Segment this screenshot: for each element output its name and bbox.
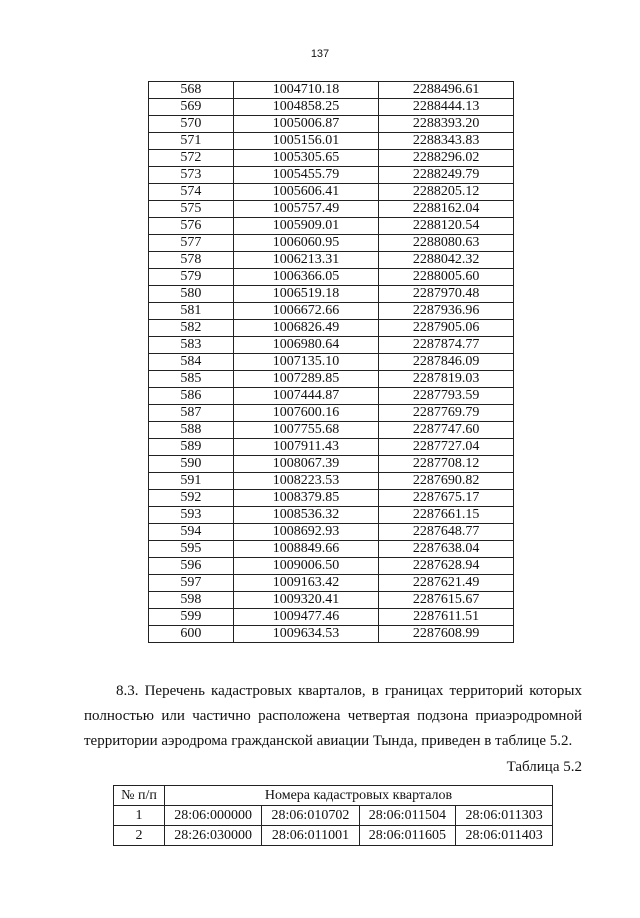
point-number-cell: 570	[149, 116, 234, 133]
paragraph-8-3: 8.3. Перечень кадастровых кварталов, в границах территорий которых полностью или частично расположена четвертая подзона приаэродромной территории аэродрома гражданской авиации Тында, приведен в таблице 5.2.	[84, 683, 582, 749]
x-coordinate-cell: 1006672.66	[233, 303, 379, 320]
point-number-cell: 594	[149, 524, 234, 541]
x-coordinate-cell: 1005156.01	[233, 133, 379, 150]
x-coordinate-cell: 1007600.16	[233, 405, 379, 422]
table-row	[149, 626, 514, 643]
point-number-cell: 600	[149, 626, 234, 643]
point-number-cell: 591	[149, 473, 234, 490]
x-coordinate-cell: 1008536.32	[233, 507, 379, 524]
y-coordinate-cell: 2287846.09	[379, 354, 514, 371]
y-coordinate-cell: 2288005.60	[379, 269, 514, 286]
point-number-cell: 598	[149, 592, 234, 609]
point-number-cell: 586	[149, 388, 234, 405]
point-number-cell: 599	[149, 609, 234, 626]
cadastral-quarter-cell: 28:06:011001	[262, 826, 359, 846]
table-row	[149, 167, 514, 184]
x-coordinate-cell: 1008223.53	[233, 473, 379, 490]
quarters-header-row	[114, 786, 553, 806]
y-coordinate-cell: 2288080.63	[379, 235, 514, 252]
table-row	[149, 201, 514, 218]
y-coordinate-cell: 2287628.94	[379, 558, 514, 575]
x-coordinate-cell: 1007911.43	[233, 439, 379, 456]
table-row	[149, 592, 514, 609]
table-row	[149, 303, 514, 320]
x-coordinate-cell: 1009634.53	[233, 626, 379, 643]
point-number-cell: 587	[149, 405, 234, 422]
page-number: 137	[310, 48, 330, 60]
point-number-cell: 584	[149, 354, 234, 371]
x-coordinate-cell: 1006826.49	[233, 320, 379, 337]
y-coordinate-cell: 2287874.77	[379, 337, 514, 354]
y-coordinate-cell: 2288162.04	[379, 201, 514, 218]
point-number-cell: 585	[149, 371, 234, 388]
table-row	[149, 388, 514, 405]
x-coordinate-cell: 1006060.95	[233, 235, 379, 252]
point-number-cell: 588	[149, 422, 234, 439]
x-coordinate-cell: 1006519.18	[233, 286, 379, 303]
y-coordinate-cell: 2287648.77	[379, 524, 514, 541]
x-coordinate-cell: 1009006.50	[233, 558, 379, 575]
x-coordinate-cell: 1008849.66	[233, 541, 379, 558]
x-coordinate-cell: 1005006.87	[233, 116, 379, 133]
x-coordinate-cell: 1005455.79	[233, 167, 379, 184]
y-coordinate-cell: 2287819.03	[379, 371, 514, 388]
coordinates-table	[148, 81, 514, 643]
table-row	[149, 269, 514, 286]
point-number-cell: 597	[149, 575, 234, 592]
cadastral-quarter-cell: 28:06:011605	[359, 826, 456, 846]
x-coordinate-cell: 1007755.68	[233, 422, 379, 439]
table-row	[149, 473, 514, 490]
y-coordinate-cell: 2287936.96	[379, 303, 514, 320]
y-coordinate-cell: 2288496.61	[379, 82, 514, 99]
x-coordinate-cell: 1009320.41	[233, 592, 379, 609]
x-coordinate-cell: 1004710.18	[233, 82, 379, 99]
table-row	[149, 558, 514, 575]
y-coordinate-cell: 2287638.04	[379, 541, 514, 558]
point-number-cell: 595	[149, 541, 234, 558]
cadastral-quarter-cell: 28:06:011403	[456, 826, 553, 846]
x-coordinate-cell: 1007289.85	[233, 371, 379, 388]
y-coordinate-cell: 2287769.79	[379, 405, 514, 422]
point-number-cell: 577	[149, 235, 234, 252]
x-coordinate-cell: 1008379.85	[233, 490, 379, 507]
table-row	[149, 235, 514, 252]
y-coordinate-cell: 2288296.02	[379, 150, 514, 167]
table-row	[149, 286, 514, 303]
point-number-cell: 568	[149, 82, 234, 99]
y-coordinate-cell: 2288444.13	[379, 99, 514, 116]
x-coordinate-cell: 1009163.42	[233, 575, 379, 592]
header-title: Номера кадастровых кварталов	[165, 786, 553, 806]
table-row	[149, 116, 514, 133]
point-number-cell: 580	[149, 286, 234, 303]
table-row	[149, 252, 514, 269]
point-number-cell: 592	[149, 490, 234, 507]
table-row	[149, 575, 514, 592]
x-coordinate-cell: 1005757.49	[233, 201, 379, 218]
x-coordinate-cell: 1009477.46	[233, 609, 379, 626]
y-coordinate-cell: 2287747.60	[379, 422, 514, 439]
point-number-cell: 575	[149, 201, 234, 218]
y-coordinate-cell: 2287793.59	[379, 388, 514, 405]
point-number-cell: 581	[149, 303, 234, 320]
y-coordinate-cell: 2287675.17	[379, 490, 514, 507]
x-coordinate-cell: 1006980.64	[233, 337, 379, 354]
x-coordinate-cell: 1005305.65	[233, 150, 379, 167]
point-number-cell: 573	[149, 167, 234, 184]
x-coordinate-cell: 1006366.05	[233, 269, 379, 286]
point-number-cell: 583	[149, 337, 234, 354]
table-row	[149, 371, 514, 388]
x-coordinate-cell: 1008067.39	[233, 456, 379, 473]
point-number-cell: 590	[149, 456, 234, 473]
row-number-cell: 2	[114, 826, 165, 846]
table-row	[149, 422, 514, 439]
table-row	[114, 806, 553, 826]
table-row	[149, 405, 514, 422]
table-row	[149, 82, 514, 99]
cadastral-quarters-table	[113, 785, 553, 846]
x-coordinate-cell: 1006213.31	[233, 252, 379, 269]
cadastral-quarter-cell: 28:06:011303	[456, 806, 553, 826]
quarters-table-body	[114, 806, 553, 846]
table-row	[149, 439, 514, 456]
y-coordinate-cell: 2287727.04	[379, 439, 514, 456]
cadastral-quarter-cell: 28:26:030000	[165, 826, 262, 846]
y-coordinate-cell: 2287708.12	[379, 456, 514, 473]
point-number-cell: 593	[149, 507, 234, 524]
row-number-cell: 1	[114, 806, 165, 826]
x-coordinate-cell: 1005606.41	[233, 184, 379, 201]
point-number-cell: 578	[149, 252, 234, 269]
y-coordinate-cell: 2287621.49	[379, 575, 514, 592]
x-coordinate-cell: 1007135.10	[233, 354, 379, 371]
y-coordinate-cell: 2288343.83	[379, 133, 514, 150]
y-coordinate-cell: 2287690.82	[379, 473, 514, 490]
table-row	[149, 541, 514, 558]
point-number-cell: 589	[149, 439, 234, 456]
table-row	[149, 507, 514, 524]
table-row	[149, 184, 514, 201]
y-coordinate-cell: 2288120.54	[379, 218, 514, 235]
table-caption: Таблица 5.2	[506, 759, 582, 775]
y-coordinate-cell: 2288205.12	[379, 184, 514, 201]
cadastral-quarter-cell: 28:06:000000	[165, 806, 262, 826]
x-coordinate-cell: 1007444.87	[233, 388, 379, 405]
point-number-cell: 579	[149, 269, 234, 286]
y-coordinate-cell: 2288249.79	[379, 167, 514, 184]
table-row	[149, 99, 514, 116]
x-coordinate-cell: 1005909.01	[233, 218, 379, 235]
table-row	[149, 609, 514, 626]
table-row	[149, 320, 514, 337]
y-coordinate-cell: 2287970.48	[379, 286, 514, 303]
x-coordinate-cell: 1004858.25	[233, 99, 379, 116]
x-coordinate-cell: 1008692.93	[233, 524, 379, 541]
point-number-cell: 571	[149, 133, 234, 150]
y-coordinate-cell: 2287615.67	[379, 592, 514, 609]
cadastral-quarter-cell: 28:06:010702	[262, 806, 359, 826]
table-row	[149, 150, 514, 167]
y-coordinate-cell: 2287608.99	[379, 626, 514, 643]
cadastral-quarter-cell: 28:06:011504	[359, 806, 456, 826]
point-number-cell: 574	[149, 184, 234, 201]
table-row	[149, 456, 514, 473]
y-coordinate-cell: 2288042.32	[379, 252, 514, 269]
table-row	[149, 337, 514, 354]
table-row	[149, 490, 514, 507]
table-row	[149, 524, 514, 541]
point-number-cell: 576	[149, 218, 234, 235]
point-number-cell: 572	[149, 150, 234, 167]
table-row	[149, 133, 514, 150]
table-row	[149, 354, 514, 371]
point-number-cell: 582	[149, 320, 234, 337]
table-row	[114, 826, 553, 846]
table-row	[149, 218, 514, 235]
y-coordinate-cell: 2287661.15	[379, 507, 514, 524]
point-number-cell: 596	[149, 558, 234, 575]
point-number-cell: 569	[149, 99, 234, 116]
coordinates-table-body	[149, 82, 514, 643]
y-coordinate-cell: 2288393.20	[379, 116, 514, 133]
y-coordinate-cell: 2287611.51	[379, 609, 514, 626]
y-coordinate-cell: 2287905.06	[379, 320, 514, 337]
header-num: № п/п	[114, 786, 165, 806]
